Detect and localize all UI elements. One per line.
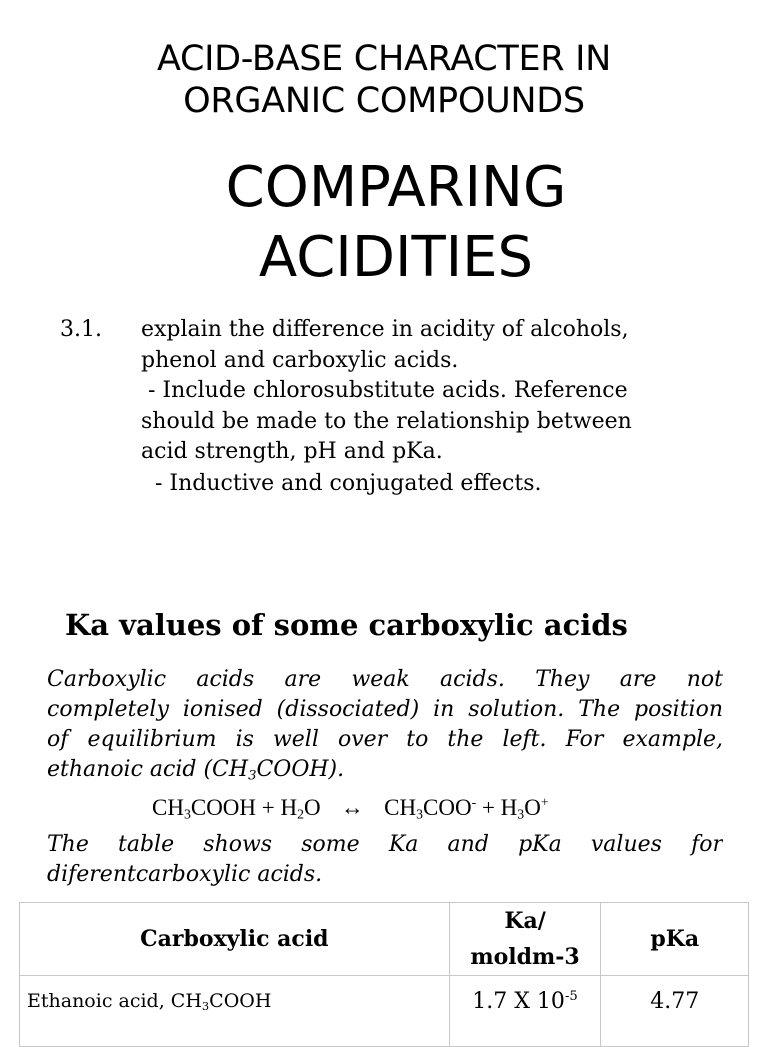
section-title — [12, 153, 768, 293]
dissociation-equation: $CH_3COOH + H_2O$ ↔ $CH_3COO^- + H_3O^+$ — [152, 792, 549, 824]
section-title-line-1: COMPARING — [225, 155, 567, 220]
paragraph-line: Carboxylic acids are weak acids. They are not — [47, 667, 723, 692]
column-header-acid: Carboxylic acid — [20, 903, 450, 976]
title-line-1: ACID-BASE CHARACTER IN — [156, 39, 612, 79]
ka-value-cell: 1.7 X $10^{-5}$ — [449, 976, 601, 1047]
paragraph-line: of equilibrium is well over to the left. For example, — [47, 727, 723, 752]
objective-line: acid strength, pH and pKa. — [141, 439, 443, 464]
paragraph-line: completely ionised (dissociated) in solution. The position — [47, 697, 723, 722]
section-title-line-2: ACIDITIES — [258, 225, 534, 290]
table-header-row — [20, 903, 749, 976]
paragraph-line: ethanoic acid $(CH_3COOH)$. — [47, 757, 345, 784]
column-header-pka: pKa — [601, 903, 749, 976]
paragraph-line: diferentcarboxylic acids. — [47, 862, 323, 887]
objective-line: - Inductive and conjugated effects. — [141, 471, 542, 496]
column-header-ka: Ka/ moldm-3 — [449, 903, 601, 976]
table-intro-paragraph — [47, 830, 723, 890]
ka-values-table — [19, 902, 749, 1047]
document-title — [0, 38, 768, 122]
section-heading: Ka values of some carboxylic acids — [65, 608, 628, 642]
paragraph-line: The table shows some Ka and pKa values for — [47, 832, 723, 857]
objective-line: - Include chlorosubstitute acids. Reference — [141, 378, 628, 403]
table-row — [20, 976, 749, 1047]
intro-paragraph — [47, 665, 723, 785]
objective-line: phenol and carboxylic acids. — [141, 348, 459, 373]
objective-number: 3.1. — [60, 317, 102, 342]
equilibrium-arrow: ↔ — [340, 795, 364, 820]
title-line-2: ORGANIC COMPOUNDS — [183, 81, 585, 121]
objective-line: should be made to the relationship between — [141, 409, 632, 434]
acid-name-cell: Ethanoic acid, $CH_3COOH$ — [20, 976, 450, 1047]
pka-value-cell: 4.77 — [601, 976, 749, 1047]
objective-line: explain the difference in acidity of alcohols, — [141, 317, 629, 342]
